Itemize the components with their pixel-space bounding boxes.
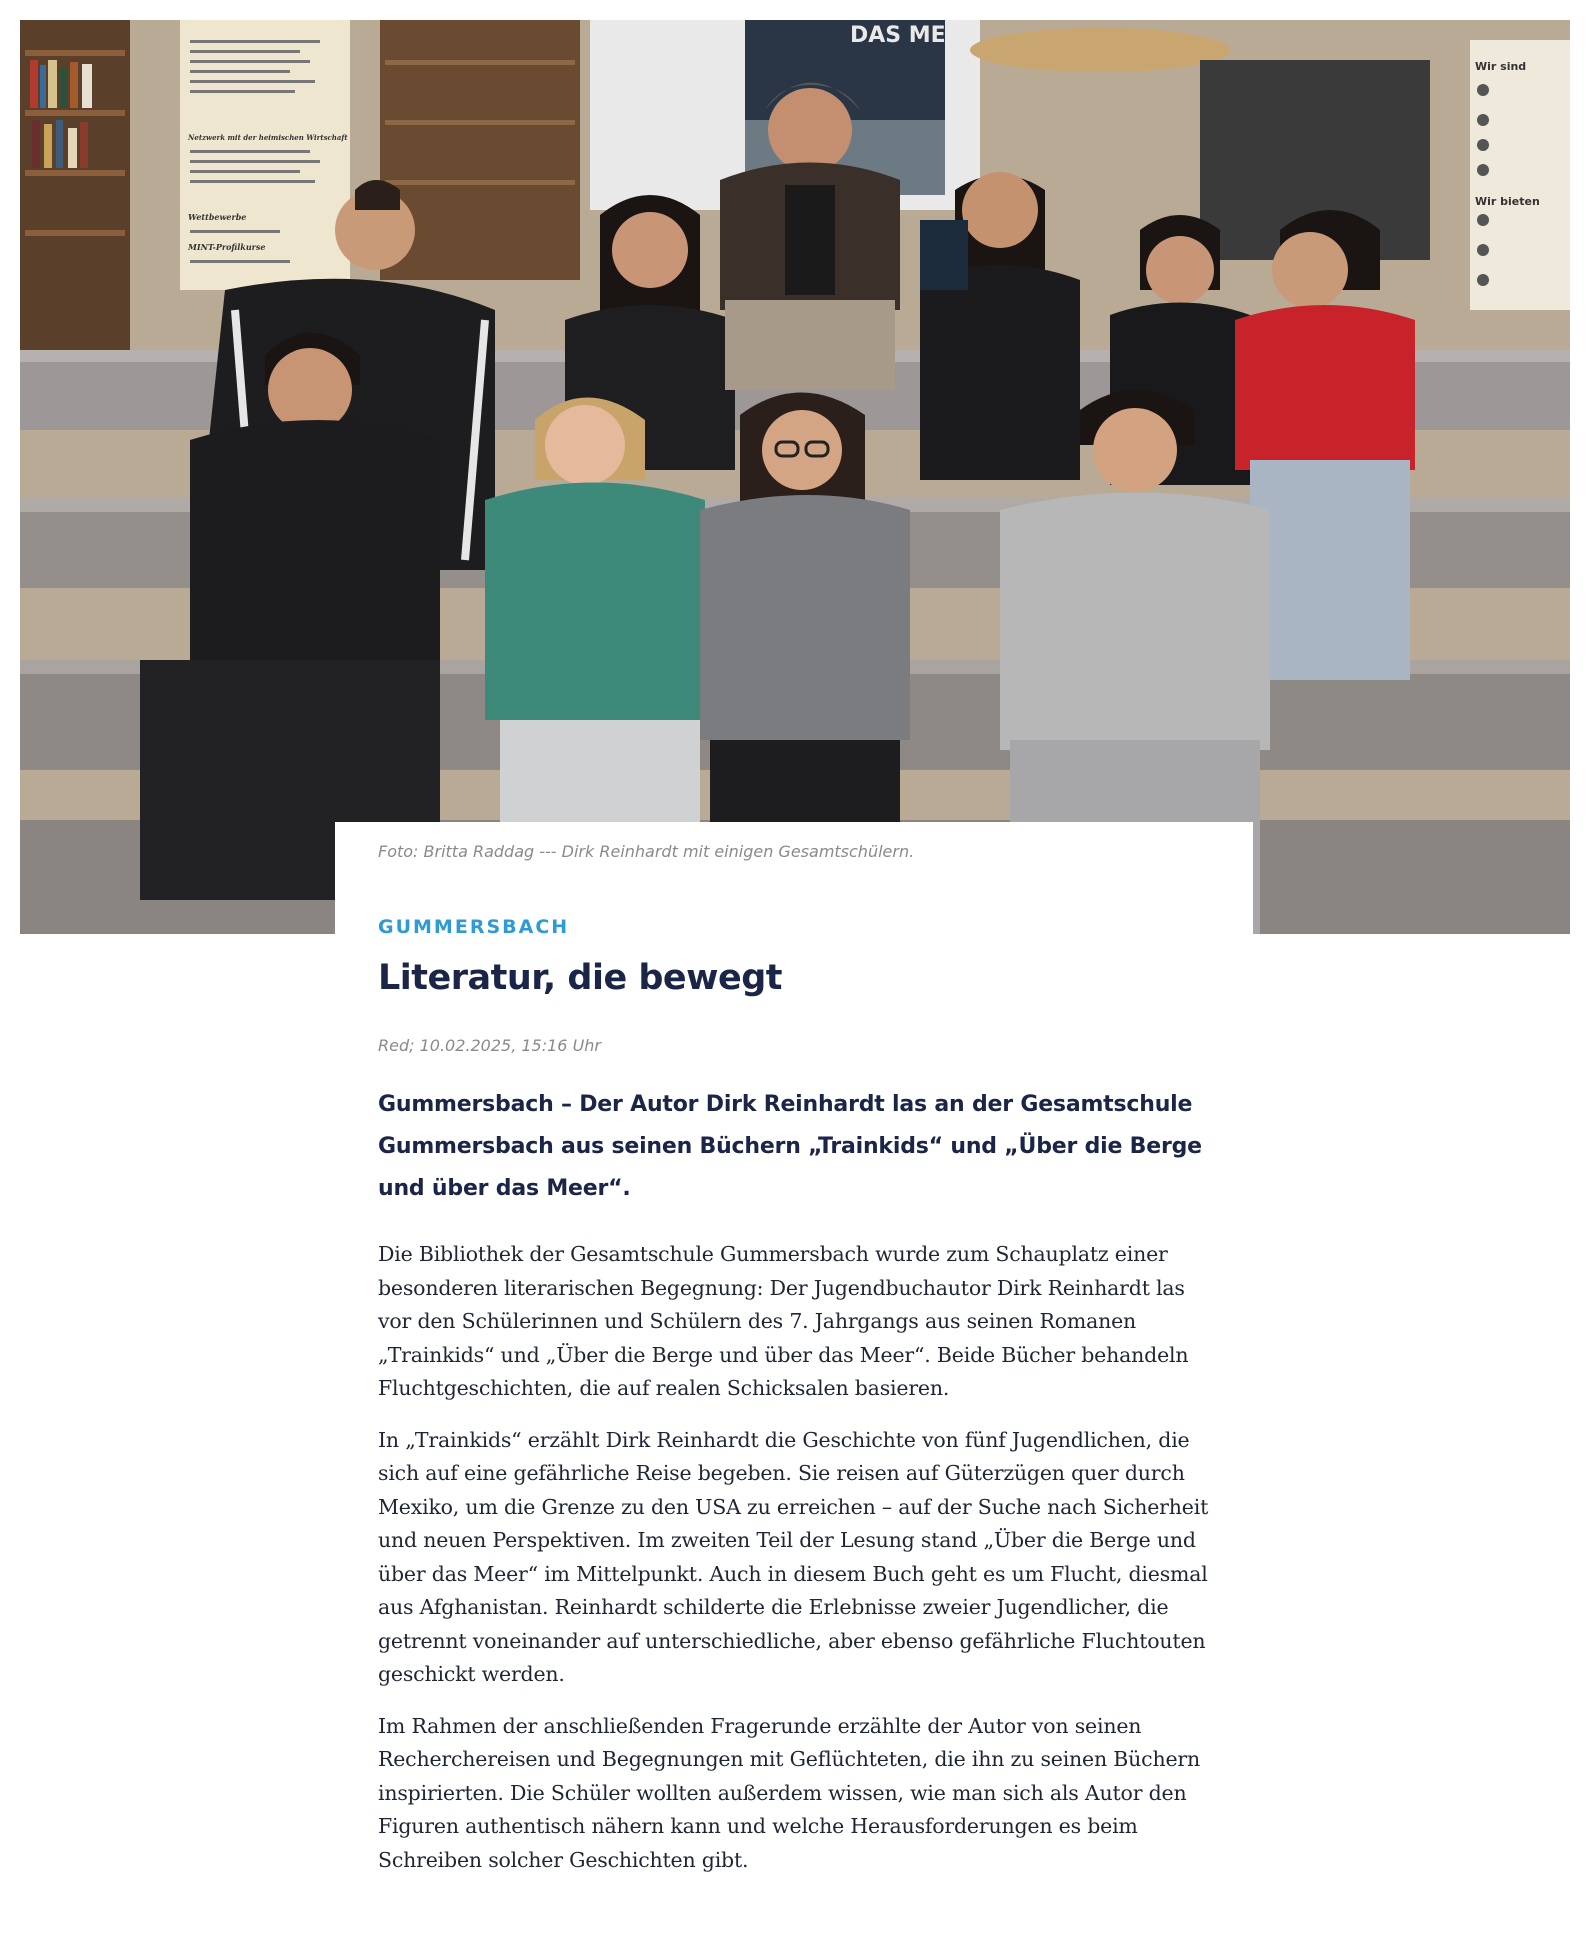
article-paragraph: Im Rahmen der anschließenden Fragerunde erzählte der Autor von seinen Recherchereisen und Begegnungen mit Geflüchteten, die ihn zu seinen Büchern inspirierten. Die Schüler wollten außerdem wissen, wie man sich als Autor den Figuren authentisch nähern kann und welche Herausforderungen es beim Schreiben solcher Geschichten gibt.: [378, 1713, 1200, 1872]
poster-heading-1: Netzwerk mit der heimischen Wirtschaft: [188, 133, 348, 142]
board-heading-2: Wir bieten: [1475, 195, 1540, 208]
board-heading-1: Wir sind: [1475, 60, 1527, 73]
article-title: Literatur, die bewegt: [378, 958, 783, 998]
photo-caption: Foto: Britta Raddag --- Dirk Reinhardt mit einigen Gesamtschülern.: [378, 842, 915, 861]
group-photo-illustration: [20, 20, 1570, 934]
poster-title: DAS MEER: [850, 23, 978, 48]
poster-heading-2: Wettbewerbe: [188, 212, 247, 222]
article-kicker[interactable]: GUMMERSBACH: [378, 916, 570, 938]
article-lead: Gummersbach – Der Autor Dirk Reinhardt las an der Gesamtschule Gummersbach aus seinen Büchern „Trainkids“ und „Über die Berge und über das Meer“.: [378, 1092, 1202, 1201]
poster-heading-3: MINT-Profilkurse: [188, 242, 266, 252]
article-paragraph: In „Trainkids“ erzählt Dirk Reinhardt die Geschichte von fünf Jugendlichen, die sich auf eine gefährliche Reise begeben. Sie reisen auf Güterzügen quer durch Mexiko, um die Grenze zu den USA zu erreichen – auf der Suche nach Sicherheit und neuen Perspektiven. Im zweiten Teil der Lesung stand „Über die Berge und über das Meer“ im Mittelpunkt. Auch in diesem Buch geht es um Flucht, diesmal aus Afghanistan. Reinhardt schilderte die Erlebnisse zweier Jugendlicher, die getrennt voneinander auf unterschiedliche, aber ebenso gefährliche Fluchtouten geschickt werden.: [378, 1427, 1209, 1686]
article-paragraph: Die Bibliothek der Gesamtschule Gummersbach wurde zum Schauplatz einer besonderen literarischen Begegnung: Der Jugendbuchautor Dirk Reinhardt las vor den Schülerinnen und Schülern des 7. Jahrgangs aus seinen Romanen „Trainkids“ und „Über die Berge und über das Meer“. Beide Bücher behandeln Fluchtgeschichten, die auf realen Schicksalen basieren.: [378, 1242, 1189, 1400]
hero-photo: [20, 20, 1570, 934]
article-meta: Red; 10.02.2025, 15:16 Uhr: [378, 1036, 601, 1055]
article: [378, 912, 1218, 1877]
